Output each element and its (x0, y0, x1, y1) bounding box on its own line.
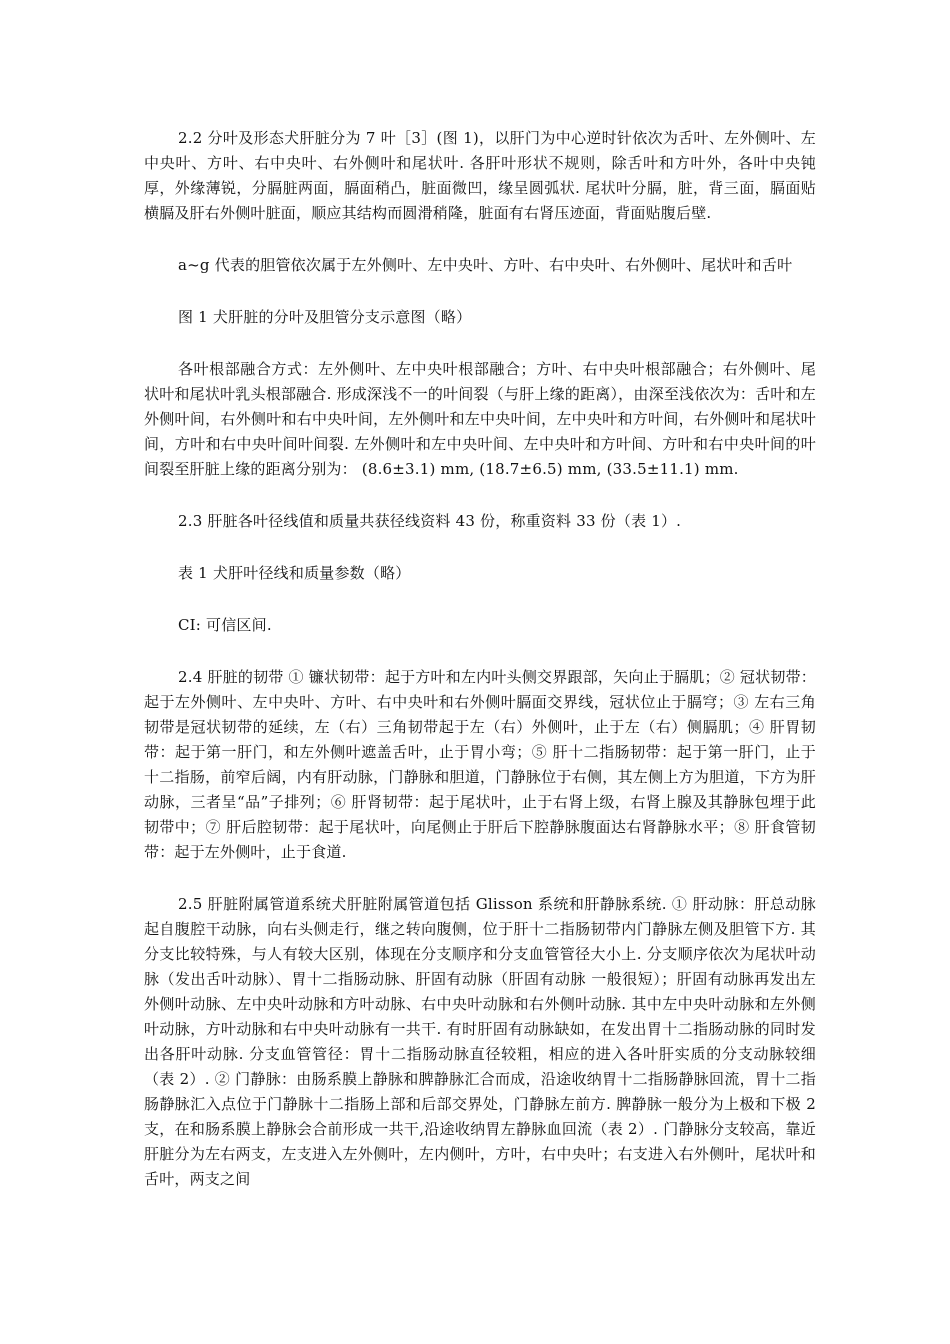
table-1-note: CI: 可信区间. (178, 616, 272, 634)
figure-1-caption: 图 1 犬肝脏的分叶及胆管分支示意图（略） (178, 308, 472, 326)
paragraph-2-3-measurements: 2.3 肝脏各叶径线值和质量共获径线资料 43 份，称重资料 33 份（表 1）. (178, 512, 682, 530)
paragraph-2-5-vessels: 2.5 肝脏附属管道系统犬肝脏附属管道包括 Glisson 系统和肝静脉系统. ① 肝动脉：肝总动脉起自腹腔干动脉，向右头侧走行，继之转向腹侧，位于肝十二指肠韧带内门静脉左侧及胆管下方. 其分支比较特殊，与人有较大区别，体现在分支顺序和分支血管管径大小上. 分支顺序依次为尾状叶动脉（发出舌叶动脉）、胃十二指肠动脉、肝固有动脉（肝固有动脉 一般很短）；肝固有动脉再发出左外侧叶动脉、左中央叶动脉和方叶动脉、右中央叶动脉和右外侧叶动脉. 其中左中央叶动脉和左外侧叶动脉，方叶动脉和右中央叶动脉有一共干. 有时肝固有动脉缺如，在发出胃十二指肠动脉的同时发出各肝叶动脉. 分支血管管径：胃十二指肠动脉直径较粗，相应的进入各叶肝实质的分支动脉较细（表 2）. ② 门静脉：由肠系膜上静脉和脾静脉汇合而成，沿途收纳胃十二指肠静脉回流，胃十二指肠静脉汇入点位于门静脉十二指肠上部和后部交界处，门静脉左前方. 脾静脉一般分为上极和下极 2 支，在和肠系膜上静脉会合前形成一共干,沿途收纳胃左静脉血回流（表 2）. 门静脉分支较高，靠近肝脏分为左右两支，左支进入左外侧叶，左内侧叶，方叶，右中央叶；右支进入右外侧叶，尾状叶和舌叶，两支之间 (144, 895, 816, 1188)
paragraph-lobe-fusion: 各叶根部融合方式：左外侧叶、左中央叶根部融合；方叶、右中央叶根部融合；右外侧叶、尾状叶和尾状叶乳头根部融合. 形成深浅不一的叶间裂（与肝上缘的距离），由深至浅依次为：舌叶和左外侧叶间，右外侧叶和右中央叶间，左外侧叶和左中央叶间，左中央叶和方叶间，右外侧叶和尾状叶间，方叶和右中央叶间叶间裂. 左外侧叶和左中央叶间、左中央叶和方叶间、方叶和右中央叶间的叶间裂至肝脏上缘的距离分别为： (8.6±3.1) mm, (18.7±6.5) mm, (33.5±11.1) mm. (144, 360, 816, 478)
table-1-caption: 表 1 犬肝叶径线和质量参数（略） (178, 564, 411, 582)
paragraph-bile-duct-legend: a~g 代表的胆管依次属于左外侧叶、左中央叶、方叶、右中央叶、右外侧叶、尾状叶和舌叶 (178, 256, 793, 274)
paragraph-2-2-lobes: 2.2 分叶及形态犬肝脏分为 7 叶［3］(图 1)，以肝门为中心逆时针依次为舌叶、左外侧叶、左中央叶、方叶、右中央叶、右外侧叶和尾状叶. 各肝叶形状不规则，除舌叶和方叶外，各叶中央钝厚，外缘薄锐，分膈脏两面，膈面稍凸，脏面微凹，缘呈圆弧状. 尾状叶分膈，脏，背三面，膈面贴横膈及肝右外侧叶脏面，顺应其结构而圆滑稍隆，脏面有右肾压迹面，背面贴腹后壁. (144, 129, 816, 222)
paragraph-2-4-ligaments: 2.4 肝脏的韧带 ① 镰状韧带：起于方叶和左内叶头侧交界跟部，矢向止于膈肌；② 冠状韧带：起于左外侧叶、左中央叶、方叶、右中央叶和右外侧叶膈面交界线，冠状位止于膈穹；③ 左右三角韧带是冠状韧带的延续，左（右）三角韧带起于左（右）外侧叶，止于左（右）侧膈肌；④ 肝胃韧带：起于第一肝门，和左外侧叶遮盖舌叶，止于胃小弯；⑤ 肝十二指肠韧带：起于第一肝门，止于十二指肠，前窄后阔，内有肝动脉，门静脉和胆道，门静脉位于右侧，其左侧上方为胆道，下方为肝动脉，三者呈“品”子排列；⑥ 肝肾韧带：起于尾状叶，止于右肾上级，右肾上腺及其静脉包埋于此韧带中；⑦ 肝后腔韧带：起于尾状叶，向尾侧止于肝后下腔静脉腹面达右肾静脉水平；⑧ 肝食管韧带：起于左外侧叶，止于食道. (144, 668, 816, 861)
document-body (144, 126, 816, 1192)
